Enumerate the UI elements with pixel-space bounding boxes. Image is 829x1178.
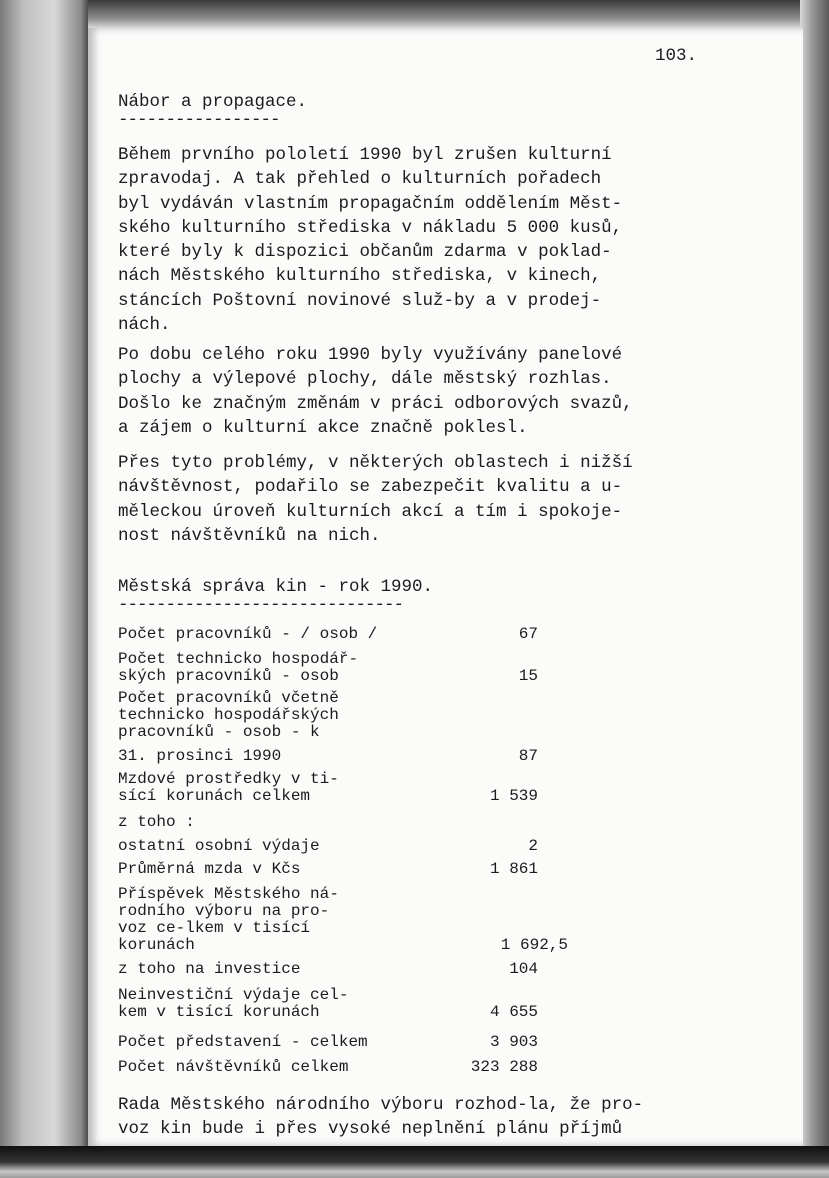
row-label: Příspěvek Městského ná- rodního výboru na pro- voz ce-lkem v tisící korunách [118, 885, 339, 954]
row-label: Počet technicko hospodář- ských pracovníků - osob [118, 650, 359, 685]
row-label: Mzdové prostředky v ti- sící korunách celkem [118, 770, 339, 805]
page-number: 103. [655, 46, 698, 66]
table-row [118, 1059, 538, 1076]
row-label: Počet představení - celkem [118, 1033, 368, 1051]
section-heading-kina: Městská správa kin - rok 1990. [118, 577, 434, 597]
scan-binding-margin [0, 0, 90, 1178]
row-label: Počet pracovníků - / osob / [118, 625, 378, 643]
row-label: Počet pracovníků včetně technicko hospodářských pracovníků - osob - k [118, 689, 339, 741]
row-value: 323 288 [470, 1058, 538, 1076]
table-row [118, 987, 538, 1021]
table-row [118, 651, 538, 685]
table-row [118, 690, 538, 741]
row-value: 104 [509, 960, 538, 978]
row-label: Průměrná mzda v Kčs [118, 860, 301, 878]
row-value: 2 [528, 837, 538, 855]
table-row [118, 814, 538, 831]
table-row [118, 748, 538, 765]
row-label: z toho : [118, 813, 195, 831]
row-value: 67 [518, 625, 538, 643]
scan-bottom-edge [0, 1146, 829, 1178]
table-row [118, 961, 538, 978]
row-value: 1 861 [489, 860, 538, 878]
row-value: 4 655 [489, 1003, 538, 1021]
row-label: ostatní osobní výdaje [118, 837, 320, 855]
heading-underline: ----------------- [118, 110, 280, 130]
table-row [118, 626, 538, 643]
row-label: 31. prosinci 1990 [118, 747, 282, 765]
table-row [118, 861, 538, 878]
row-value: 15 [518, 667, 538, 685]
table-row [118, 885, 568, 954]
row-value: 1 539 [489, 787, 538, 805]
table-row [118, 1034, 538, 1051]
row-label: z toho na investice [118, 960, 301, 978]
row-value: 3 903 [489, 1033, 538, 1051]
scan-right-edge [800, 0, 829, 1178]
row-value: 1 692,5 [500, 936, 568, 954]
row-label: Neinvestiční výdaje cel- kem v tisící korunách [118, 986, 349, 1021]
heading-underline: ------------------------------ [118, 595, 404, 615]
paragraph-1: Během prvního pololetí 1990 byl zrušen kulturní zpravodaj. A tak přehled o kulturních pořadech byl vydáván vlastním propagačním oddělením Měst- ského kulturního střediska v nákladu 5 000 kusů, které byly k dispozici občanům zdarma v poklad- nách Městského kulturního střediska, v kinech, stáncích Poštovní novinové služ-by a v prodej- nách. [118, 145, 623, 336]
scan-top-edge [88, 0, 829, 30]
section-heading-nabor: Nábor a propagace. [118, 92, 308, 112]
row-value: 87 [518, 747, 538, 765]
paragraph-2: Po dobu celého roku 1990 byly využívány panelové plochy a výlepové plochy, dále městský rozhlas. Došlo ke značným změnám v práci odborových svazů, a zájem o kulturní akce značně poklesl. [118, 345, 633, 438]
table-row [118, 838, 538, 855]
row-label: Počet návštěvníků celkem [118, 1058, 349, 1076]
paragraph-3: Přes tyto problémy, v některých oblastech i nižší návštěvnost, podařilo se zabezpečit kvalitu a u- měleckou úroveň kulturních akcí a tím i spokoje- nost návštěvníků na nich. [118, 453, 633, 546]
closing-paragraph: Rada Městského národního výboru rozhod-la, že pro- voz kin bude i přes vysoké neplnění plánu příjmů [118, 1095, 644, 1140]
table-row [118, 771, 538, 805]
